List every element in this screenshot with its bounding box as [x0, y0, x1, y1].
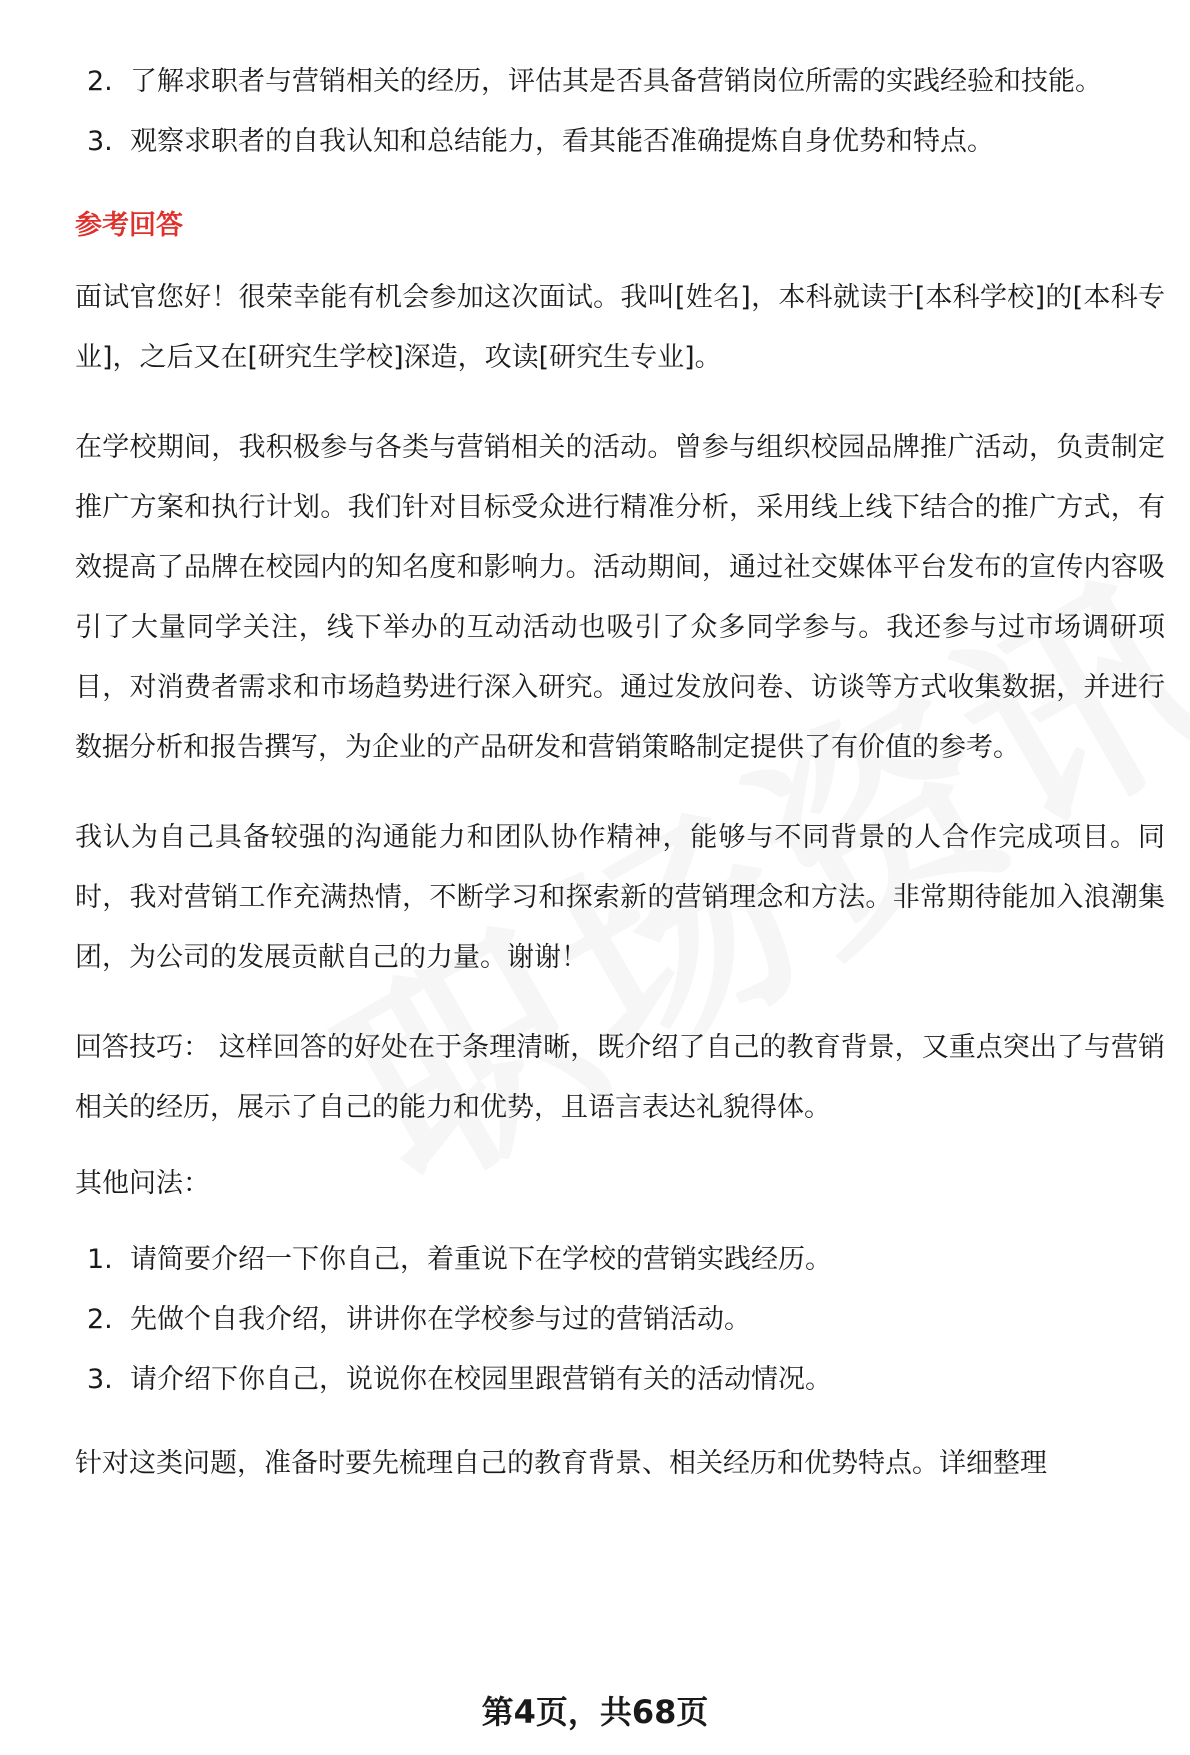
paragraph-intro: 面试官您好！很荣幸能有机会参加这次面试。我叫[姓名]，本科就读于[本科学校]的[本科专业]，之后又在[研究生学校]深造，攻读[研究生专业]。	[75, 282, 1165, 373]
other-questions-heading: 其他问法：	[75, 1168, 210, 1199]
list-item-text: 先做个自我介绍，讲讲你在学校参与过的营销活动。	[130, 1304, 751, 1335]
section-title-reference-answer: 参考回答	[75, 210, 183, 241]
list-item-text: 请简要介绍一下你自己，着重说下在学校的营销实践经历。	[130, 1244, 832, 1275]
page-number-footer: 第4页，共68页	[481, 1693, 709, 1731]
paragraph-closing: 针对这类问题，准备时要先梳理自己的教育背景、相关经历和优势特点。详细整理	[75, 1448, 1047, 1479]
list-item-text: 观察求职者的自我认知和总结能力，看其能否准确提炼自身优势和特点。	[130, 126, 994, 157]
list-number: 1.	[87, 1244, 113, 1275]
list-item-text: 了解求职者与营销相关的经历，评估其是否具备营销岗位所需的实践经验和技能。	[130, 66, 1102, 97]
list-number: 3.	[87, 126, 113, 157]
list-number: 2.	[87, 66, 113, 97]
list-number: 3.	[87, 1364, 113, 1395]
paragraph-experience: 在学校期间，我积极参与各类与营销相关的活动。曾参与组织校园品牌推广活动，负责制定推广方案和执行计划。我们针对目标受众进行精准分析，采用线上线下结合的推广方式，有效提高了品牌在校园内的知名度和影响力。活动期间，通过社交媒体平台发布的宣传内容吸引了大量同学关注，线下举办的互动活动也吸引了众多同学参与。我还参与过市场调研项目，对消费者需求和市场趋势进行深入研究。通过发放问卷、访谈等方式收集数据，并进行数据分析和报告撰写，为企业的产品研发和营销策略制定提供了有价值的参考。	[75, 432, 1165, 763]
paragraph-abilities: 我认为自己具备较强的沟通能力和团队协作精神，能够与不同背景的人合作完成项目。同时，我对营销工作充满热情，不断学习和探索新的营销理念和方法。非常期待能加入浪潮集团，为公司的发展贡献自己的力量。谢谢！	[75, 822, 1165, 973]
paragraph-answer-tips: 回答技巧： 这样回答的好处在于条理清晰，既介绍了自己的教育背景，又重点突出了与营销相关的经历，展示了自己的能力和优势，且语言表达礼貌得体。	[75, 1032, 1165, 1123]
other-questions-list	[75, 1230, 1165, 1410]
list-item-text: 请介绍下你自己，说说你在校园里跟营销有关的活动情况。	[130, 1364, 832, 1395]
list-item	[75, 1230, 1165, 1290]
list-number: 2.	[87, 1304, 113, 1335]
top-ordered-list	[75, 52, 1165, 172]
list-item	[75, 112, 1165, 172]
list-item	[75, 52, 1165, 112]
list-item	[75, 1290, 1165, 1350]
page-content	[75, 52, 1165, 1524]
list-item	[75, 1350, 1165, 1410]
